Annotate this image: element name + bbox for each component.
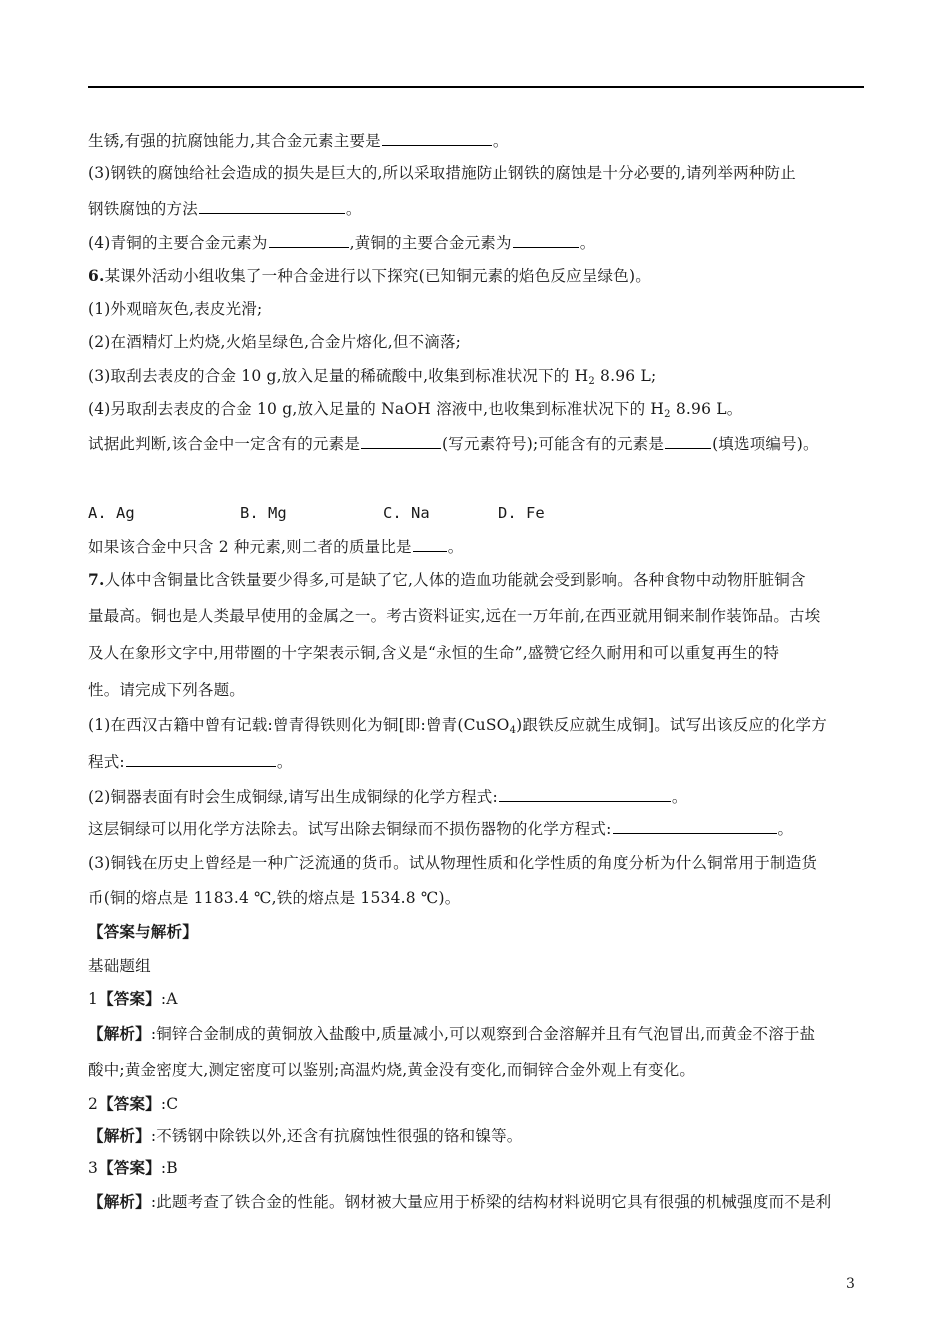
- option-d: D. Fe: [498, 504, 545, 522]
- page-number: 3: [846, 1276, 855, 1292]
- explanation-1-cont: 酸中;黄金密度大,测定密度可以鉴别;高温灼烧,黄金没有变化,而铜锌合金外观上有变化。: [88, 1061, 696, 1079]
- q6-ratio: 如果该合金中只含 2 种元素,则二者的质量比是 。: [88, 538, 464, 556]
- answer-blank[interactable]: [199, 198, 345, 214]
- answer-2: 2【答案】:C: [88, 1094, 179, 1113]
- explanation-3: 【解析】:此题考查了铁合金的性能。钢材被大量应用于桥梁的结构材料说明它具有很强的机械强度而不是利: [88, 1192, 832, 1211]
- q7-sub-2: (2)铜器表面有时会生成铜绿,请写出生成铜绿的化学方程式: 。: [88, 788, 688, 806]
- q6-step-3: (3)取刮去表皮的合金 10 g,放入足量的稀硫酸中,收集到标准状况下的 $H_2$ 8.96 L;: [88, 367, 657, 387]
- answer-1: 1【答案】:A: [88, 989, 178, 1008]
- q7-para-3: 及人在象形文字中,用带圈的十字架表示铜,含义是“永恒的生命”,盛赞它经久耐用和可以重复再生的特: [88, 644, 780, 662]
- q6-step-4: (4)另取刮去表皮的合金 10 g,放入足量的 NaOH 溶液中,也收集到标准状况下的 $H_2$ 8.96 L。: [88, 400, 743, 420]
- q6-step-1: (1)外观暗灰色,表皮光滑;: [88, 300, 263, 318]
- answer-blank[interactable]: [613, 818, 777, 834]
- answers-heading: 【答案与解析】: [88, 922, 198, 941]
- q6-step-2: (2)在酒精灯上灼烧,火焰呈绿色,合金片熔化,但不滴落;: [88, 333, 462, 351]
- q7-sub-1: (1)在西汉古籍中曾有记载:曾青得铁则化为铜[即:曾青(CuSO$_4$)跟铁反应就生成铜]。试写出该反应的化学方: [88, 716, 827, 736]
- answer-blank[interactable]: [126, 751, 276, 767]
- q5-line-1: 生锈,有强的抗腐蚀能力,其合金元素主要是 。: [88, 132, 509, 150]
- answers-group: 基础题组: [88, 957, 151, 975]
- q7-para-2: 量最高。铜也是人类最早使用的金属之一。考古资料证实,远在一万年前,在西亚就用铜来制作装饰品。古埃: [88, 607, 821, 625]
- q7-para-1: 7.人体中含铜量比含铁量要少得多,可是缺了它,人体的造血功能就会受到影响。各种食物中动物肝脏铜含: [88, 570, 806, 589]
- option-c: C. Na: [383, 504, 430, 522]
- answer-3: 3【答案】:B: [88, 1158, 178, 1177]
- q7-sub-3: (3)铜钱在历史上曾经是一种广泛流通的货币。试从物理性质和化学性质的角度分析为什么铜常用于制造货: [88, 854, 818, 872]
- header-rule: [88, 86, 864, 88]
- q7-sub-3-cont: 币(铜的熔点是 1183.4 ℃,铁的熔点是 1534.8 ℃)。: [88, 889, 461, 907]
- explanation-1: 【解析】:铜锌合金制成的黄铜放入盐酸中,质量减小,可以观察到合金溶解并且有气泡冒出,而黄金不溶于盐: [88, 1024, 816, 1043]
- q6-intro: 6.某课外活动小组收集了一种合金进行以下探究(已知铜元素的焰色反应呈绿色)。: [88, 266, 651, 285]
- option-a: A. Ag: [88, 504, 135, 522]
- q5-line-3: 钢铁腐蚀的方法 。: [88, 200, 362, 218]
- answer-blank[interactable]: [513, 232, 579, 248]
- answer-blank[interactable]: [413, 536, 447, 552]
- q5-line-2: (3)钢铁的腐蚀给社会造成的损失是巨大的,所以采取措施防止钢铁的腐蚀是十分必要的,请列举两种防止: [88, 164, 796, 182]
- q5-line-4: (4)青铜的主要合金元素为 ,黄铜的主要合金元素为 。: [88, 234, 596, 252]
- q6-judge: 试据此判断,该合金中一定含有的元素是 (写元素符号);可能含有的元素是 (填选项编号)。: [88, 435, 819, 453]
- answer-blank[interactable]: [361, 433, 441, 449]
- answer-blank[interactable]: [665, 433, 711, 449]
- explanation-2: 【解析】:不锈钢中除铁以外,还含有抗腐蚀性很强的铬和镍等。: [88, 1126, 523, 1145]
- option-b: B. Mg: [240, 504, 287, 522]
- answer-blank[interactable]: [269, 232, 349, 248]
- q7-sub-2b: 这层铜绿可以用化学方法除去。试写出除去铜绿而不损伤器物的化学方程式: 。: [88, 820, 794, 838]
- q7-sub-1-cont: 程式: 。: [88, 753, 293, 771]
- answer-blank[interactable]: [499, 786, 671, 802]
- answer-blank[interactable]: [382, 130, 492, 146]
- q7-para-4: 性。请完成下列各题。: [88, 681, 246, 699]
